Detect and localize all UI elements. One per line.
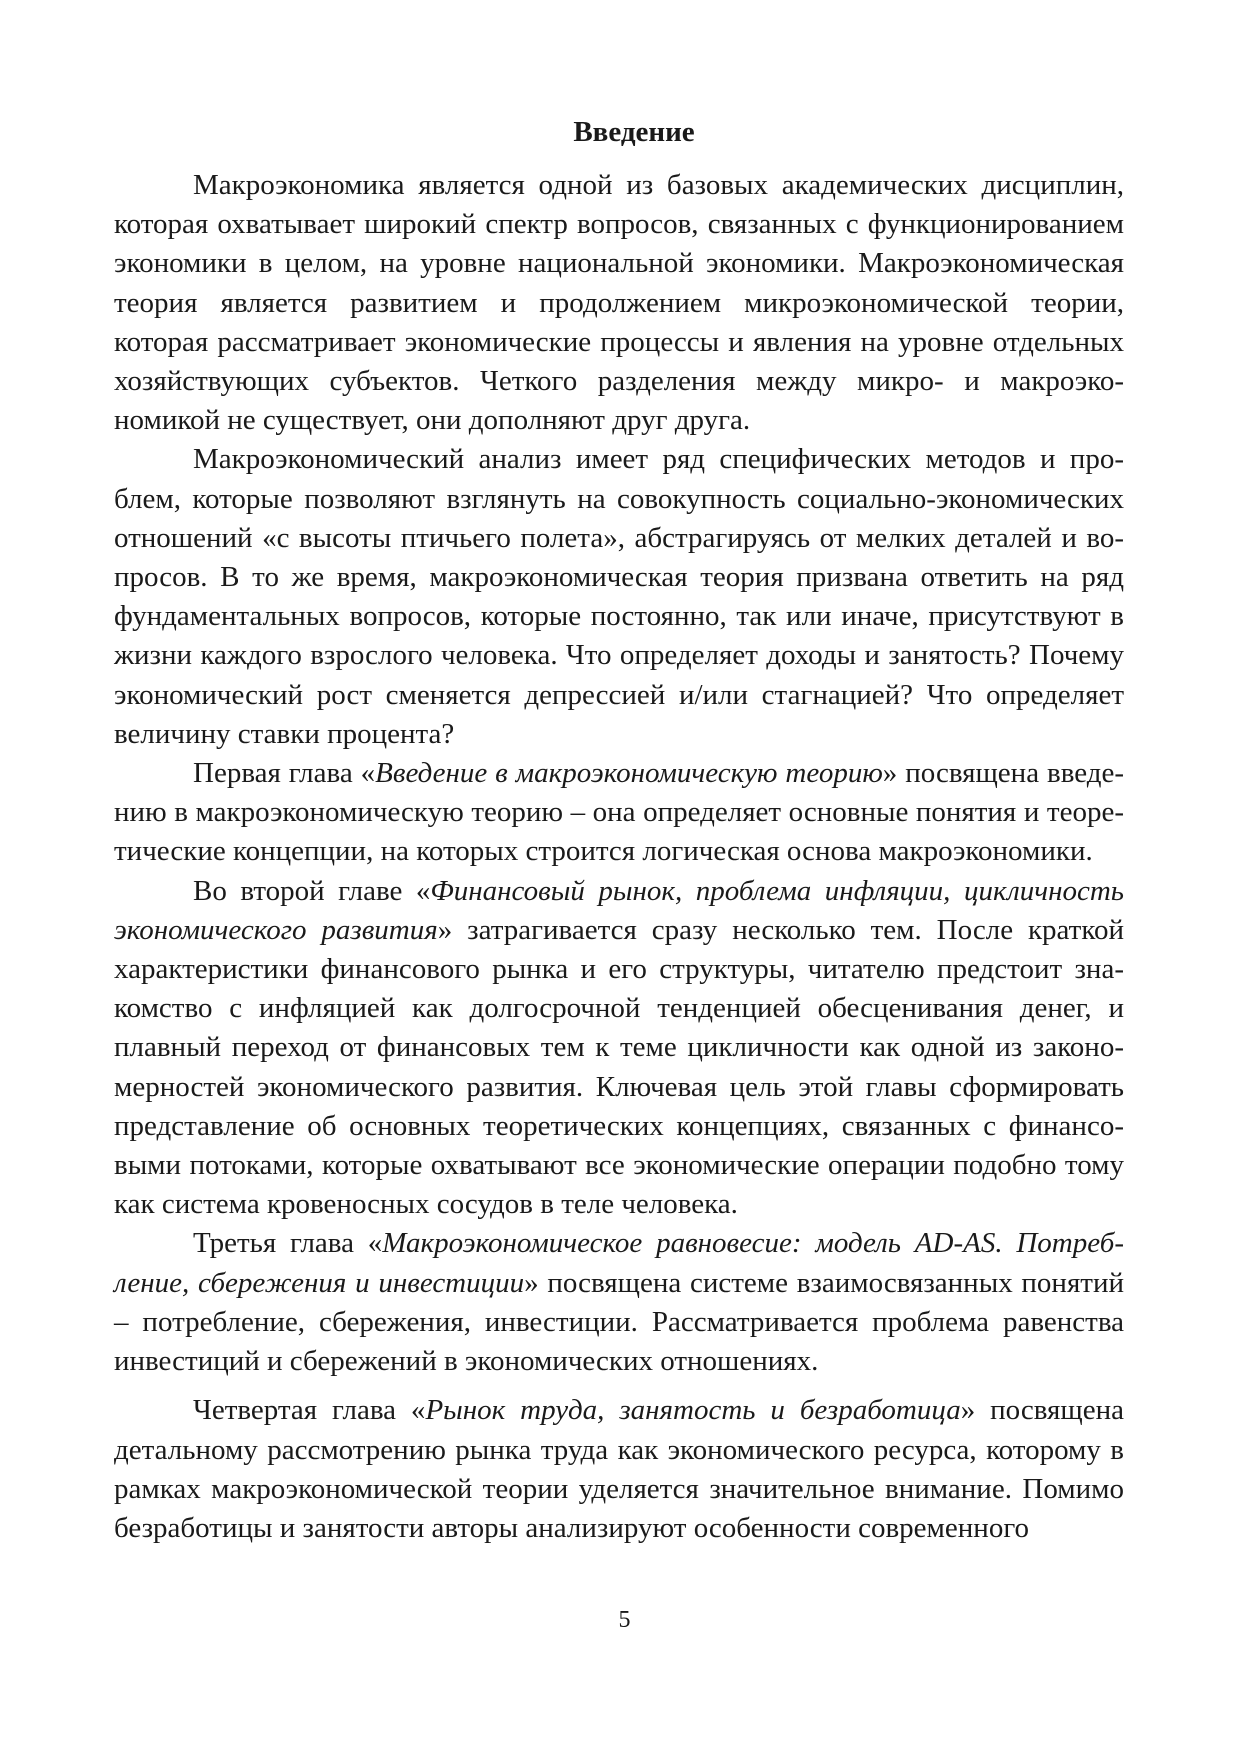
paragraph-text: Макроэкономический анализ имеет ряд специфических методов и проблем, которые позволяют взглянуть на совокупность социально-экономических отношений «с высоты птичьего полета», абстрагируясь от мелких деталей и вопросов. В то же время, макроэкономическая теория призвана ответить на ряд фундаментальных вопросов, которые постоянно, так или иначе, присутствуют в жизни каждого взрослого человека. Что определяет доходы и занятость? Почему экономический рост сменяется депрессией и/или стагнацией? Что определяет величину ставки процента? xyxy=(114,443,1124,750)
chapter-title-italic: Макроэкономическое равновесие: модель AD-AS. Потребление, сбережения и инвестиции xyxy=(114,1227,1124,1299)
paragraph xyxy=(114,1391,1124,1548)
chapter-title-italic: Введение в макроэкономическую теорию xyxy=(375,757,883,790)
paragraph-text: Во второй главе « xyxy=(193,874,431,907)
paragraph-text: » затрагивается сразу несколько тем. После краткой характеристики финансового рынка и его структуры, читателю предстоит знакомство с инфляцией как долгосрочной тенденцией обесценивания денег, и плавный переход от финансовых тем к теме цикличности как одной из закономерностей экономического развития. Ключевая цель этой главы сформировать представление об основных теоретических концепциях, связанных с финансовыми потоками, которые охватывают все экономические операции подобно тому как система кровеносных сосудов в теле человека. xyxy=(114,913,1124,1221)
chapter-title-italic: Рынок труда, занятость и безработица xyxy=(425,1394,961,1427)
paragraph xyxy=(114,166,1124,440)
page-title: Введение xyxy=(573,116,695,148)
document-page xyxy=(114,112,1124,1548)
paragraph xyxy=(114,1224,1124,1381)
paragraph-text: Третья глава « xyxy=(193,1227,383,1260)
paragraph xyxy=(114,872,1124,1225)
page-number: 5 xyxy=(618,1607,631,1633)
paragraph-text: Макроэкономика является одной из базовых академических дисциплин, которая охватывает широкий спектр вопросов, связанных с функционированием экономики в целом, на уровне национальной экономики. Макроэкономическая теория является развитием и продолжением микроэкономической теории, которая рассматривает экономические процессы и явления на уровне отдельных хозяйствующих субъектов. Четкого разделения между микро- и макроэкономикой не существует, они дополняют друг друга. xyxy=(114,169,1124,437)
paragraph xyxy=(114,440,1124,754)
paragraph-text: » посвящена системе взаимосвязанных понятий – потребление, сбережения, инвестиции. Рассматривается проблема равенства инвестиций и сбережений в экономических отношениях. xyxy=(114,1266,1125,1378)
paragraph-text: » посвящена детальному рассмотрению рынка труда как экономического ресурса, которому в рамках макроэкономической теории уделяется значительное внимание. Помимо безработицы и занятости авторы анализируют особенности современного xyxy=(114,1394,1124,1544)
paragraph-text: Первая глава « xyxy=(193,757,376,790)
body-text xyxy=(114,166,1124,1548)
chapter-title-italic: Финансовый рынок, проблема инфляции, цикличность экономического развития xyxy=(114,874,1124,946)
paragraph xyxy=(114,754,1124,872)
paragraph-text: Четвертая глава « xyxy=(193,1394,426,1427)
paragraph-text: » посвящена введению в макроэкономическую теорию – она определяет основные понятия и теоретические концепции, на которых строится логическая основа макроэкономики. xyxy=(114,757,1124,868)
